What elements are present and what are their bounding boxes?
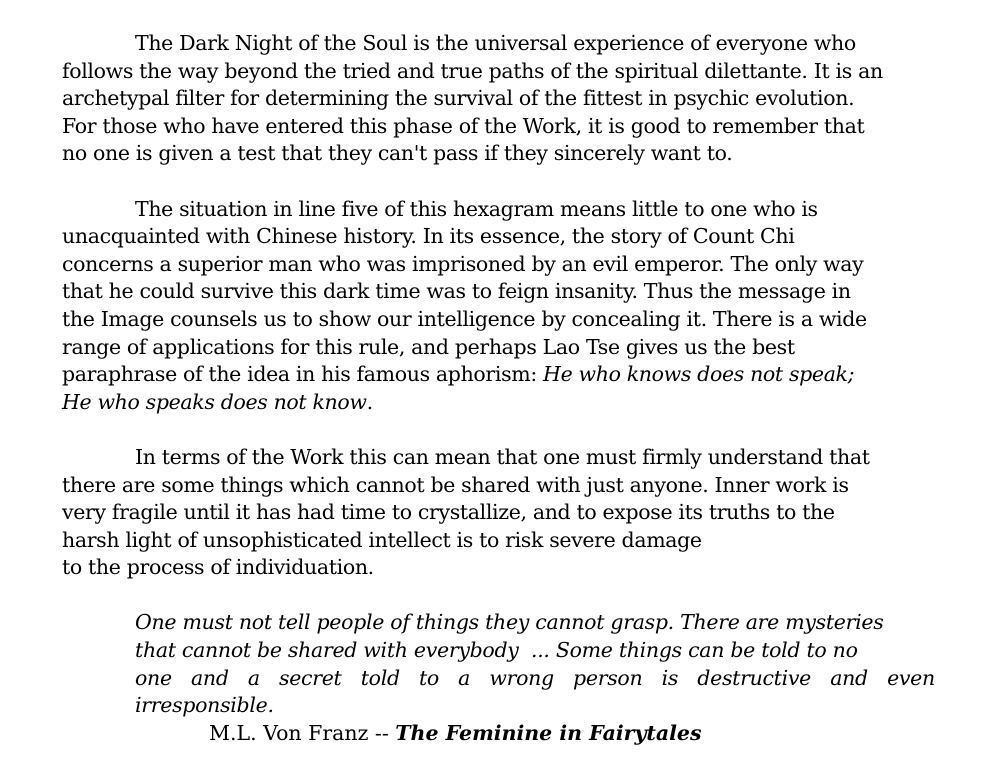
text-line: follows the way beyond the tried and true paths of the spiritual dilettante. It is an: [62, 58, 883, 83]
text-line: range of applications for this rule, and perhaps Lao Tse gives us the best: [62, 334, 795, 359]
text-line: For those who have entered this phase of the Work, it is good to remember that: [62, 113, 865, 138]
text-line: concerns a superior man who was imprisoned by an evil emperor. The only way: [62, 251, 864, 276]
text-line: In terms of the Work this can mean that one must firmly understand that: [135, 444, 870, 469]
attribution-author: M.L. Von Franz --: [209, 720, 396, 745]
aphorism-part-2: He who speaks does not know: [62, 389, 367, 414]
paragraph-spacer: [62, 582, 942, 610]
quote-line: One must not tell people of things they cannot grasp. There are mysteries: [135, 610, 884, 635]
text-line: there are some things which cannot be shared with just anyone. Inner work is: [62, 472, 849, 497]
aphorism-part-1: He who knows does not speak;: [543, 362, 855, 387]
text-line: harsh light of unsophisticated intellect is to risk severe damage: [62, 527, 702, 552]
attribution-book-title: The Feminine in Fairytales: [395, 720, 702, 745]
paragraph-spacer: [62, 416, 942, 444]
text-line: the Image counsels us to show our intelligence by concealing it. There is a wide: [62, 306, 867, 331]
text-line: The Dark Night of the Soul is the universal experience of everyone who: [135, 31, 856, 55]
paragraph-3: [62, 444, 942, 582]
text-line: The situation in line five of this hexagram means little to one who is: [135, 196, 818, 221]
paragraph-1: [62, 30, 942, 168]
paragraph-spacer: [62, 168, 942, 196]
text-line: to the process of individuation.: [62, 555, 374, 580]
document-page: [62, 30, 942, 747]
text-line: that he could survive this dark time was to feign insanity. Thus the message in: [62, 279, 851, 304]
text-line: archetypal filter for determining the survival of the fittest in psychic evolution.: [62, 86, 855, 111]
quote-line: one and a secret told to a wrong person is destructive and even: [135, 665, 935, 690]
text-line: [62, 361, 942, 389]
quote-line: that cannot be shared with everybody ... Some things can be told to no: [135, 638, 858, 663]
text-line: no one is given a test that they can't pass if they sincerely want to.: [62, 141, 733, 166]
text-line: very fragile until it has had time to crystallize, and to expose its truths to the: [62, 500, 835, 525]
text-line-prefix: paraphrase of the idea in his famous aphorism:: [62, 362, 544, 387]
quote-attribution: [209, 720, 942, 748]
text-line-suffix: .: [366, 389, 373, 414]
text-line: unacquainted with Chinese history. In its essence, the story of Count Chi: [62, 224, 795, 249]
text-line: [62, 389, 942, 417]
block-quote: [135, 609, 941, 719]
paragraph-2: [62, 196, 942, 417]
quote-line: irresponsible.: [135, 693, 274, 718]
